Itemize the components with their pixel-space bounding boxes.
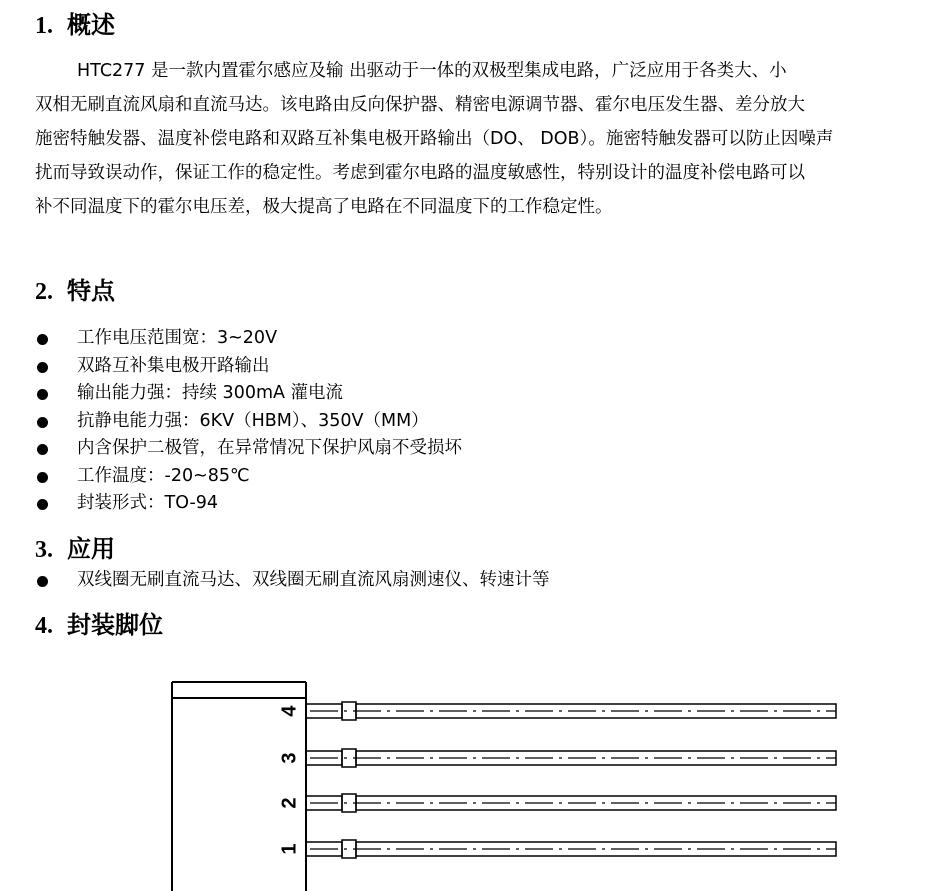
bullet-icon (37, 334, 48, 345)
bullet-icon (37, 417, 48, 428)
pin-lead (306, 702, 836, 720)
section-number: 1. (35, 13, 53, 39)
section-title: 应用 (67, 535, 115, 563)
pin-lead (306, 749, 836, 767)
list-item-text: 工作电压范围宽：3~20V (77, 328, 278, 348)
list-item (35, 490, 462, 518)
section-title: 概述 (67, 11, 115, 39)
features-list (35, 325, 462, 518)
section-heading-package (35, 610, 163, 641)
pin-lead (306, 840, 836, 858)
section-number: 4. (35, 613, 53, 639)
list-item-text: 双线圈无刷直流马达、双线圈无刷直流风扇测速仪、转速计等 (77, 570, 550, 590)
list-item (35, 567, 550, 595)
pin-diagram (0, 660, 945, 891)
list-item (35, 380, 462, 408)
applications-list (35, 567, 550, 595)
bullet-icon (37, 472, 48, 483)
list-item (35, 435, 462, 463)
list-item (35, 325, 462, 353)
bullet-icon (37, 389, 48, 400)
list-item-text: 内含保护二极管，在异常情况下保护风扇不受损坏 (77, 438, 462, 458)
pin-number-label: 4 (278, 705, 301, 717)
paragraph-line: 施密特触发器、温度补偿电路和双路互补集电极开路输出（DO、 DOB）。施密特触发器可以防止因噪声 (35, 129, 834, 149)
list-item-text: 工作温度：-20~85℃ (77, 465, 250, 486)
pin-number-label: 2 (278, 797, 301, 809)
list-item-text: 抗静电能力强：6KV（HBM）、350V（MM） (77, 410, 429, 431)
list-item (35, 408, 462, 436)
list-item-text: 封装形式：TO-94 (77, 493, 219, 513)
section-heading-applications (35, 534, 115, 565)
paragraph-line: HTC277 是一款内置霍尔感应及输 出驱动于一体的双极型集成电路，广泛应用于各类大、小 (77, 61, 787, 81)
bullet-icon (37, 444, 48, 455)
paragraph-line: 补不同温度下的霍尔电压差，极大提高了电路在不同温度下的工作稳定性。 (35, 197, 613, 217)
list-item-text: 输出能力强：持续 300mA 灌电流 (77, 383, 344, 403)
section-heading-overview (35, 10, 115, 41)
section-heading-features (35, 276, 115, 307)
list-item (35, 463, 462, 491)
section-number: 2. (35, 279, 53, 305)
bullet-icon (37, 576, 48, 587)
overview-paragraph (35, 54, 945, 224)
paragraph-line: 双相无刷直流风扇和直流马达。该电路由反向保护器、精密电源调节器、霍尔电压发生器、差分放大 (35, 95, 805, 115)
bullet-icon (37, 362, 48, 373)
paragraph-line: 扰而导致误动作，保证工作的稳定性。考虑到霍尔电路的温度敏感性，特别设计的温度补偿电路可以 (35, 163, 805, 183)
section-title: 特点 (67, 277, 115, 305)
pin-number-label: 3 (278, 752, 301, 764)
section-title: 封装脚位 (67, 611, 163, 639)
section-number: 3. (35, 537, 53, 563)
pin-number-label: 1 (278, 843, 301, 855)
list-item (35, 353, 462, 381)
list-item-text: 双路互补集电极开路输出 (77, 355, 270, 376)
bullet-icon (37, 499, 48, 510)
pin-lead (306, 794, 836, 812)
